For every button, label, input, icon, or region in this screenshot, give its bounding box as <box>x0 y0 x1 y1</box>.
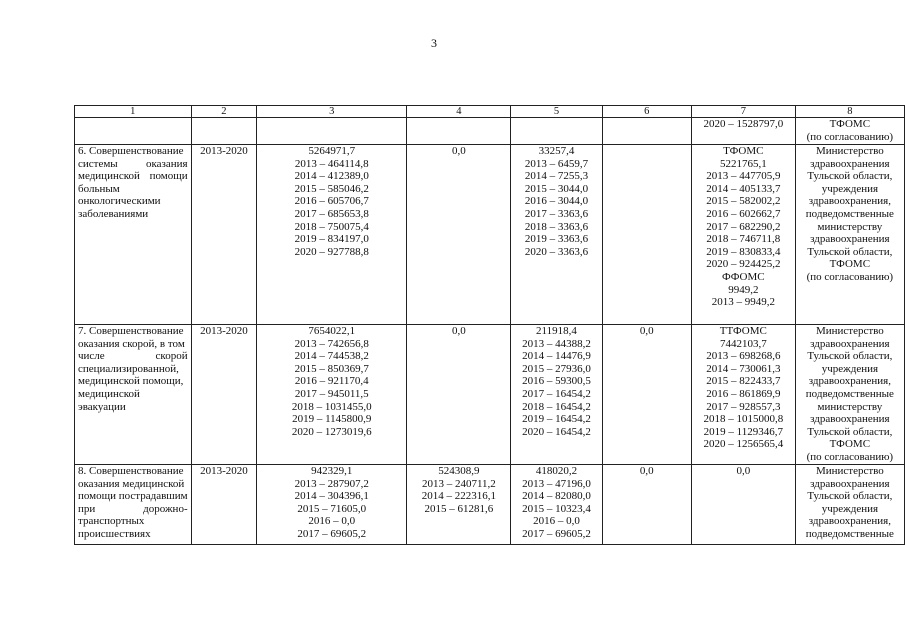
cell-executors <box>795 465 904 545</box>
cell-line: 6. Совершенствование <box>78 145 184 157</box>
cell-line: 2020 – 1273019,6 <box>291 425 372 438</box>
cell-executors <box>795 118 904 145</box>
cell-line: медицинской <box>78 387 140 400</box>
cell-other-sources <box>691 145 795 325</box>
cell-line: ТФОМС <box>723 145 764 157</box>
cell-line: здравоохранения, <box>808 195 891 208</box>
cell-line: учреждения <box>821 182 879 195</box>
cell-line: 2019 – 830833,4 <box>706 245 781 258</box>
cell-line: 7. Совершенствование <box>78 325 184 337</box>
cell-line: подведомственные <box>805 387 894 400</box>
cell-line: 2013 – 6459,7 <box>524 157 589 170</box>
cell-line: 2013 – 240711,2 <box>421 477 496 490</box>
cell-line: 2014 – 7255,3 <box>524 170 589 183</box>
cell-line: онкологическими <box>78 195 161 208</box>
header-cell: 3 <box>257 106 407 118</box>
cell-measure <box>75 118 192 145</box>
cell-line: 2017 – 69605,2 <box>297 527 367 540</box>
cell-line: происшествиях <box>78 527 151 540</box>
cell-line: 2016 – 0,0 <box>308 515 356 528</box>
cell-line: 418020,2 <box>535 465 578 477</box>
cell-federal <box>407 325 511 465</box>
cell-executors <box>795 325 904 465</box>
cell-federal <box>407 465 511 545</box>
cell-line: 2014 – 405133,7 <box>706 182 781 195</box>
cell-line: подведомственные <box>805 527 894 540</box>
cell-line: 5221765,1 <box>719 157 767 170</box>
cell-line: Министерство <box>815 145 884 157</box>
cell-line: числе скорой <box>78 350 188 363</box>
cell-line: учреждения <box>821 362 879 375</box>
table-row <box>75 325 905 465</box>
cell-line: здравоохранения <box>810 477 890 490</box>
header-cell: 1 <box>75 106 192 118</box>
cell-line: здравоохранения, <box>808 375 891 388</box>
cell-measure <box>75 145 192 325</box>
cell-line: 2014 – 82080,0 <box>522 490 591 503</box>
cell-line: 2013 – 464114,8 <box>294 157 369 170</box>
cell-line: Тульской области, <box>807 425 893 438</box>
cell-line: 7654022,1 <box>308 325 356 337</box>
cell-line: 2015 – 61281,6 <box>424 502 494 515</box>
cell-line: 0,0 <box>451 145 466 157</box>
cell-line: Тульской области, <box>807 490 893 503</box>
cell-regional <box>511 145 602 325</box>
cell-period: 2013-2020 <box>191 325 257 465</box>
cell-line: 2013 – 287907,2 <box>294 477 369 490</box>
cell-line: 2020 – 924425,2 <box>706 258 781 271</box>
cell-line: ТТФОМС <box>719 325 767 337</box>
cell-federal <box>407 145 511 325</box>
table-row <box>75 465 905 545</box>
cell-line: 2018 – 746711,8 <box>706 233 781 246</box>
cell-line: 2014 – 412389,0 <box>294 170 369 183</box>
cell-line: 2020 – 1528797,0 <box>703 118 784 130</box>
cell-line: Тульской области, <box>807 170 893 183</box>
cell-line: медицинской помощи, <box>78 375 184 388</box>
cell-line: 2015 – 27936,0 <box>522 362 591 375</box>
cell-line: 942329,1 <box>311 465 353 477</box>
cell-line: 2017 – 69605,2 <box>522 527 591 540</box>
cell-municipal <box>602 465 691 545</box>
cell-line: (по согласованию) <box>806 450 894 463</box>
cell-regional <box>511 325 602 465</box>
cell-line: здравоохранения, <box>808 515 891 528</box>
cell-line: ФФОМС <box>722 270 765 283</box>
cell-line: 2013 – 742656,8 <box>294 337 369 350</box>
cell-line: здравоохранения <box>810 337 890 350</box>
cell-line: 2016 – 602662,7 <box>706 207 781 220</box>
header-cell: 2 <box>191 106 257 118</box>
cell-measure <box>75 325 192 465</box>
cell-line: 2013 – 698268,6 <box>706 350 781 363</box>
cell-line: 211918,4 <box>536 325 577 337</box>
cell-line: учреждения <box>821 502 879 515</box>
cell-line: 2018 – 1031455,0 <box>291 400 372 413</box>
cell-line: 2016 – 59300,5 <box>522 375 591 388</box>
cell-line: медицинской помощи <box>78 170 188 183</box>
cell-total <box>257 325 407 465</box>
cell-total <box>257 118 407 145</box>
cell-line: министерству <box>817 400 883 413</box>
cell-line: 2014 – 744538,2 <box>294 350 369 363</box>
table-row <box>75 145 905 325</box>
continuation-row <box>75 118 905 145</box>
cell-line: 2017 – 928557,3 <box>706 400 781 413</box>
cell-line: (по согласованию) <box>806 270 894 283</box>
cell-line: ТФОМС <box>829 258 871 271</box>
cell-line: 7442103,7 <box>719 337 767 350</box>
cell-line: 2017 – 685653,8 <box>294 207 369 220</box>
cell-line: 2014 – 730061,3 <box>706 362 781 375</box>
cell-line: 2017 – 945011,5 <box>294 387 369 400</box>
header-cell: 8 <box>795 106 904 118</box>
cell-line: 2020 – 1256565,4 <box>703 438 784 451</box>
cell-line: 0,0 <box>736 465 751 477</box>
cell-line: больным <box>78 182 120 195</box>
cell-line: 2014 – 14476,9 <box>522 350 591 363</box>
cell-line: 524308,9 <box>438 465 480 477</box>
cell-line: (по согласованию) <box>806 130 894 143</box>
cell-line: 2016 – 861869,9 <box>706 387 781 400</box>
cell-line: ТФОМС <box>829 438 871 451</box>
cell-line: 2015 – 850369,7 <box>294 362 369 375</box>
cell-line: подведомственные <box>805 207 894 220</box>
cell-line: 2020 – 3363,6 <box>524 245 589 258</box>
cell-line: министерству <box>817 220 883 233</box>
cell-line: заболеваниями <box>78 207 149 220</box>
cell-line: здравоохранения <box>810 413 890 426</box>
cell-line: Министерство <box>815 465 884 477</box>
cell-federal <box>407 118 511 145</box>
cell-line: 2018 – 16454,2 <box>522 400 591 413</box>
cell-line: здравоохранения <box>810 233 890 246</box>
cell-line: эвакуации <box>78 400 126 413</box>
cell-line: при дорожно- <box>78 502 188 515</box>
cell-line: 2019 – 834197,0 <box>294 233 369 246</box>
cell-line: 2013 – 44388,2 <box>522 337 591 350</box>
cell-other-sources <box>691 325 795 465</box>
header-cell: 5 <box>511 106 602 118</box>
cell-municipal <box>602 118 691 145</box>
header-cell: 7 <box>691 106 795 118</box>
cell-line: Тульской области, <box>807 350 893 363</box>
cell-line: 2017 – 3363,6 <box>524 207 589 220</box>
cell-line: 2016 – 605706,7 <box>294 195 369 208</box>
header-cell: 6 <box>602 106 691 118</box>
cell-line: 2019 – 3363,6 <box>524 233 589 246</box>
cell-measure <box>75 465 192 545</box>
cell-line: 2015 – 10323,4 <box>522 502 591 515</box>
cell-line: Тульской области, <box>807 245 893 258</box>
cell-line: 2016 – 3044,0 <box>524 195 589 208</box>
cell-line: 2014 – 222316,1 <box>421 490 496 503</box>
cell-line: 2020 – 16454,2 <box>522 425 591 438</box>
cell-total <box>257 465 407 545</box>
cell-line: специализированной, <box>78 362 179 375</box>
cell-line: 2018 – 3363,6 <box>524 220 589 233</box>
cell-line: транспортных <box>78 515 145 528</box>
header-row <box>75 106 905 118</box>
cell-line: 2014 – 304396,1 <box>294 490 369 503</box>
cell-line: 2020 – 927788,8 <box>294 245 369 258</box>
cell-line: 2019 – 1129346,7 <box>703 425 783 438</box>
cell-municipal <box>602 325 691 465</box>
cell-line: помощи пострадавшим <box>78 490 188 503</box>
cell-line: 2013 – 47196,0 <box>522 477 591 490</box>
cell-line: 2018 – 750075,4 <box>294 220 369 233</box>
cell-line: Министерство <box>815 325 884 337</box>
cell-line: 5264971,7 <box>308 145 356 157</box>
cell-regional <box>511 465 602 545</box>
cell-line: 0,0 <box>639 325 654 337</box>
cell-line: 2017 – 16454,2 <box>522 387 591 400</box>
cell-line: здравоохранения <box>810 157 890 170</box>
program-table <box>74 105 905 545</box>
cell-line: 2013 – 9949,2 <box>711 296 775 309</box>
cell-other-sources <box>691 465 795 545</box>
cell-line: 2015 – 822433,7 <box>706 375 781 388</box>
cell-line: 2019 – 1145800,9 <box>292 413 372 426</box>
cell-period <box>191 118 257 145</box>
cell-line: 2018 – 1015000,8 <box>703 413 784 426</box>
cell-regional <box>511 118 602 145</box>
cell-line: 9949,2 <box>728 283 759 296</box>
cell-total <box>257 145 407 325</box>
page-number: 3 <box>431 36 437 50</box>
cell-line: оказания медицинской <box>78 477 185 490</box>
cell-line: 2019 – 16454,2 <box>522 413 591 426</box>
cell-line: ТФОМС <box>829 118 871 130</box>
cell-line: 0,0 <box>639 465 654 477</box>
cell-line: 2015 – 585046,2 <box>294 182 369 195</box>
cell-line: оказания скорой, в том <box>78 337 185 350</box>
cell-municipal <box>602 145 691 325</box>
cell-line: 8. Совершенствование <box>78 465 184 477</box>
cell-line: 0,0 <box>451 325 466 337</box>
cell-line: 2016 – 0,0 <box>533 515 580 528</box>
cell-line: 2016 – 921170,4 <box>294 375 369 388</box>
cell-line: 2015 – 582002,2 <box>706 195 781 208</box>
cell-line: 2017 – 682290,2 <box>706 220 781 233</box>
cell-line: системы оказания <box>78 157 188 170</box>
cell-line: 2013 – 447705,9 <box>706 170 781 183</box>
cell-line: 33257,4 <box>538 145 575 157</box>
cell-line: 2015 – 3044,0 <box>524 182 589 195</box>
cell-period: 2013-2020 <box>191 465 257 545</box>
cell-period: 2013-2020 <box>191 145 257 325</box>
header-cell: 4 <box>407 106 511 118</box>
cell-executors <box>795 145 904 325</box>
cell-other-sources <box>691 118 795 145</box>
cell-line: 2015 – 71605,0 <box>297 502 367 515</box>
